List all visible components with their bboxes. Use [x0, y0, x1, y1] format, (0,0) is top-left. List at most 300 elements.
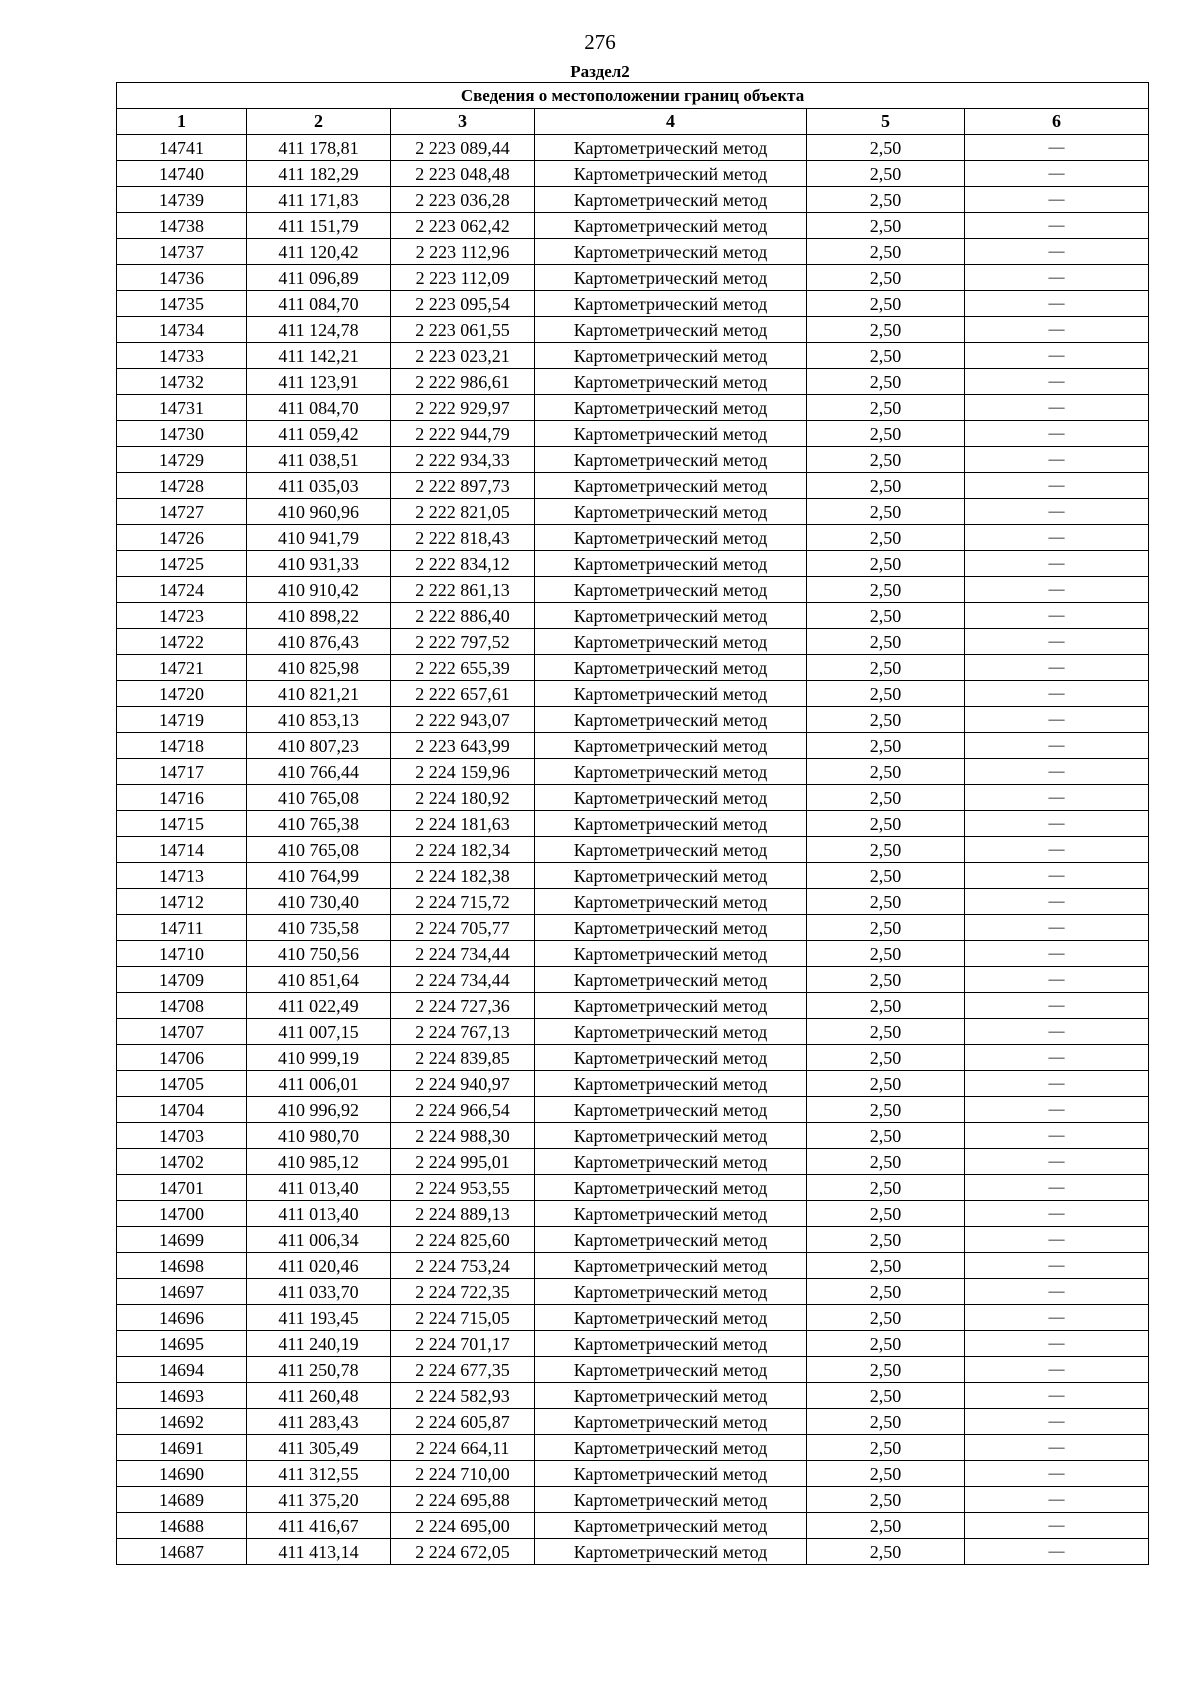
column-header-2: 2	[247, 109, 391, 135]
accuracy-cell: 2,50	[807, 1071, 965, 1097]
point-number-cell: 14719	[117, 707, 247, 733]
table-row	[117, 681, 1149, 707]
method-cell: Картометрический метод	[535, 629, 807, 655]
accuracy-cell: 2,50	[807, 239, 965, 265]
x-coordinate-cell: 411 033,70	[247, 1279, 391, 1305]
accuracy-cell: 2,50	[807, 1409, 965, 1435]
method-cell: Картометрический метод	[535, 265, 807, 291]
table-row	[117, 421, 1149, 447]
y-coordinate-cell: 2 224 722,35	[391, 1279, 535, 1305]
y-coordinate-cell: 2 224 767,13	[391, 1019, 535, 1045]
point-number-cell: 14687	[117, 1539, 247, 1565]
accuracy-cell: 2,50	[807, 577, 965, 603]
description-cell: —	[965, 1331, 1149, 1357]
point-number-cell: 14705	[117, 1071, 247, 1097]
x-coordinate-cell: 410 764,99	[247, 863, 391, 889]
column-header-5: 5	[807, 109, 965, 135]
method-cell: Картометрический метод	[535, 473, 807, 499]
x-coordinate-cell: 411 375,20	[247, 1487, 391, 1513]
table-row	[117, 1071, 1149, 1097]
table-row	[117, 915, 1149, 941]
y-coordinate-cell: 2 222 655,39	[391, 655, 535, 681]
accuracy-cell: 2,50	[807, 915, 965, 941]
point-number-cell: 14735	[117, 291, 247, 317]
page-number: 276	[584, 30, 616, 54]
x-coordinate-cell: 411 013,40	[247, 1201, 391, 1227]
y-coordinate-cell: 2 224 677,35	[391, 1357, 535, 1383]
y-coordinate-cell: 2 222 821,05	[391, 499, 535, 525]
description-cell: —	[965, 525, 1149, 551]
y-coordinate-cell: 2 224 182,34	[391, 837, 535, 863]
description-cell: —	[965, 681, 1149, 707]
table-row	[117, 863, 1149, 889]
point-number-cell: 14706	[117, 1045, 247, 1071]
method-cell: Картометрический метод	[535, 1305, 807, 1331]
table-row	[117, 1539, 1149, 1565]
table-row	[117, 655, 1149, 681]
table-row	[117, 1383, 1149, 1409]
table-row	[117, 1097, 1149, 1123]
x-coordinate-cell: 411 006,01	[247, 1071, 391, 1097]
accuracy-cell: 2,50	[807, 551, 965, 577]
y-coordinate-cell: 2 223 089,44	[391, 135, 535, 161]
x-coordinate-cell: 411 123,91	[247, 369, 391, 395]
accuracy-cell: 2,50	[807, 1227, 965, 1253]
table-row	[117, 759, 1149, 785]
x-coordinate-cell: 410 765,08	[247, 785, 391, 811]
accuracy-cell: 2,50	[807, 889, 965, 915]
accuracy-cell: 2,50	[807, 1123, 965, 1149]
table-row	[117, 161, 1149, 187]
table-row	[117, 1435, 1149, 1461]
method-cell: Картометрический метод	[535, 343, 807, 369]
description-cell: —	[965, 759, 1149, 785]
accuracy-cell: 2,50	[807, 1175, 965, 1201]
point-number-cell: 14718	[117, 733, 247, 759]
accuracy-cell: 2,50	[807, 1461, 965, 1487]
description-cell: —	[965, 1513, 1149, 1539]
x-coordinate-cell: 411 416,67	[247, 1513, 391, 1539]
accuracy-cell: 2,50	[807, 291, 965, 317]
x-coordinate-cell: 410 996,92	[247, 1097, 391, 1123]
accuracy-cell: 2,50	[807, 525, 965, 551]
description-cell: —	[965, 1357, 1149, 1383]
x-coordinate-cell: 410 910,42	[247, 577, 391, 603]
table-row	[117, 1201, 1149, 1227]
method-cell: Картометрический метод	[535, 135, 807, 161]
y-coordinate-cell: 2 224 710,00	[391, 1461, 535, 1487]
point-number-cell: 14736	[117, 265, 247, 291]
point-number-cell: 14721	[117, 655, 247, 681]
method-cell: Картометрический метод	[535, 1357, 807, 1383]
method-cell: Картометрический метод	[535, 889, 807, 915]
table-row	[117, 525, 1149, 551]
accuracy-cell: 2,50	[807, 1097, 965, 1123]
description-cell: —	[965, 1071, 1149, 1097]
table-row	[117, 1227, 1149, 1253]
column-header-4: 4	[535, 109, 807, 135]
point-number-cell: 14711	[117, 915, 247, 941]
point-number-cell: 14722	[117, 629, 247, 655]
description-cell: —	[965, 707, 1149, 733]
method-cell: Картометрический метод	[535, 1227, 807, 1253]
y-coordinate-cell: 2 222 934,33	[391, 447, 535, 473]
x-coordinate-cell: 411 120,42	[247, 239, 391, 265]
x-coordinate-cell: 410 853,13	[247, 707, 391, 733]
point-number-cell: 14708	[117, 993, 247, 1019]
section-title: Раздел2	[570, 62, 630, 81]
table-row	[117, 1513, 1149, 1539]
description-cell: —	[965, 161, 1149, 187]
x-coordinate-cell: 410 766,44	[247, 759, 391, 785]
point-number-cell: 14701	[117, 1175, 247, 1201]
point-number-cell: 14697	[117, 1279, 247, 1305]
table-row	[117, 629, 1149, 655]
point-number-cell: 14689	[117, 1487, 247, 1513]
y-coordinate-cell: 2 224 889,13	[391, 1201, 535, 1227]
description-cell: —	[965, 1123, 1149, 1149]
method-cell: Картометрический метод	[535, 1149, 807, 1175]
accuracy-cell: 2,50	[807, 967, 965, 993]
point-number-cell: 14700	[117, 1201, 247, 1227]
x-coordinate-cell: 411 035,03	[247, 473, 391, 499]
x-coordinate-cell: 411 006,34	[247, 1227, 391, 1253]
point-number-cell: 14715	[117, 811, 247, 837]
y-coordinate-cell: 2 222 861,13	[391, 577, 535, 603]
y-coordinate-cell: 2 222 943,07	[391, 707, 535, 733]
point-number-cell: 14710	[117, 941, 247, 967]
table-row	[117, 499, 1149, 525]
x-coordinate-cell: 411 178,81	[247, 135, 391, 161]
accuracy-cell: 2,50	[807, 681, 965, 707]
point-number-cell: 14693	[117, 1383, 247, 1409]
y-coordinate-cell: 2 224 734,44	[391, 967, 535, 993]
description-cell: —	[965, 1149, 1149, 1175]
accuracy-cell: 2,50	[807, 837, 965, 863]
method-cell: Картометрический метод	[535, 603, 807, 629]
x-coordinate-cell: 411 096,89	[247, 265, 391, 291]
description-cell: —	[965, 1045, 1149, 1071]
point-number-cell: 14733	[117, 343, 247, 369]
accuracy-cell: 2,50	[807, 1513, 965, 1539]
y-coordinate-cell: 2 222 944,79	[391, 421, 535, 447]
y-coordinate-cell: 2 224 953,55	[391, 1175, 535, 1201]
description-cell: —	[965, 421, 1149, 447]
accuracy-cell: 2,50	[807, 343, 965, 369]
x-coordinate-cell: 410 960,96	[247, 499, 391, 525]
method-cell: Картометрический метод	[535, 1513, 807, 1539]
table-row	[117, 213, 1149, 239]
table-caption-row	[117, 83, 1149, 109]
y-coordinate-cell: 2 222 897,73	[391, 473, 535, 499]
x-coordinate-cell: 410 980,70	[247, 1123, 391, 1149]
column-header-1: 1	[117, 109, 247, 135]
method-cell: Картометрический метод	[535, 863, 807, 889]
point-number-cell: 14688	[117, 1513, 247, 1539]
point-number-cell: 14709	[117, 967, 247, 993]
y-coordinate-cell: 2 224 182,38	[391, 863, 535, 889]
description-cell: —	[965, 291, 1149, 317]
table-row	[117, 1175, 1149, 1201]
y-coordinate-cell: 2 224 159,96	[391, 759, 535, 785]
table-row	[117, 1305, 1149, 1331]
description-cell: —	[965, 785, 1149, 811]
y-coordinate-cell: 2 224 181,63	[391, 811, 535, 837]
x-coordinate-cell: 410 825,98	[247, 655, 391, 681]
x-coordinate-cell: 411 142,21	[247, 343, 391, 369]
x-coordinate-cell: 410 999,19	[247, 1045, 391, 1071]
point-number-cell: 14727	[117, 499, 247, 525]
method-cell: Картометрический метод	[535, 239, 807, 265]
description-cell: —	[965, 551, 1149, 577]
table-row	[117, 889, 1149, 915]
x-coordinate-cell: 411 193,45	[247, 1305, 391, 1331]
x-coordinate-cell: 411 151,79	[247, 213, 391, 239]
x-coordinate-cell: 410 851,64	[247, 967, 391, 993]
description-cell: —	[965, 603, 1149, 629]
point-number-cell: 14713	[117, 863, 247, 889]
method-cell: Картометрический метод	[535, 161, 807, 187]
accuracy-cell: 2,50	[807, 369, 965, 395]
method-cell: Картометрический метод	[535, 577, 807, 603]
point-number-cell: 14729	[117, 447, 247, 473]
accuracy-cell: 2,50	[807, 317, 965, 343]
method-cell: Картометрический метод	[535, 1331, 807, 1357]
table-row	[117, 733, 1149, 759]
y-coordinate-cell: 2 222 886,40	[391, 603, 535, 629]
description-cell: —	[965, 1279, 1149, 1305]
table-body	[117, 135, 1149, 1565]
description-cell: —	[965, 473, 1149, 499]
x-coordinate-cell: 410 876,43	[247, 629, 391, 655]
point-number-cell: 14734	[117, 317, 247, 343]
method-cell: Картометрический метод	[535, 1409, 807, 1435]
description-cell: —	[965, 1201, 1149, 1227]
method-cell: Картометрический метод	[535, 941, 807, 967]
method-cell: Картометрический метод	[535, 993, 807, 1019]
description-cell: —	[965, 1227, 1149, 1253]
description-cell: —	[965, 915, 1149, 941]
method-cell: Картометрический метод	[535, 681, 807, 707]
table-row	[117, 447, 1149, 473]
x-coordinate-cell: 410 898,22	[247, 603, 391, 629]
table-row	[117, 265, 1149, 291]
point-number-cell: 14725	[117, 551, 247, 577]
table-row	[117, 1461, 1149, 1487]
y-coordinate-cell: 2 224 715,05	[391, 1305, 535, 1331]
accuracy-cell: 2,50	[807, 1383, 965, 1409]
x-coordinate-cell: 410 730,40	[247, 889, 391, 915]
y-coordinate-cell: 2 224 672,05	[391, 1539, 535, 1565]
method-cell: Картометрический метод	[535, 1175, 807, 1201]
accuracy-cell: 2,50	[807, 265, 965, 291]
description-cell: —	[965, 343, 1149, 369]
method-cell: Картометрический метод	[535, 1201, 807, 1227]
accuracy-cell: 2,50	[807, 941, 965, 967]
y-coordinate-cell: 2 223 643,99	[391, 733, 535, 759]
point-number-cell: 14694	[117, 1357, 247, 1383]
description-cell: —	[965, 577, 1149, 603]
point-number-cell: 14741	[117, 135, 247, 161]
y-coordinate-cell: 2 222 834,12	[391, 551, 535, 577]
accuracy-cell: 2,50	[807, 1149, 965, 1175]
method-cell: Картометрический метод	[535, 395, 807, 421]
accuracy-cell: 2,50	[807, 759, 965, 785]
point-number-cell: 14732	[117, 369, 247, 395]
description-cell: —	[965, 1383, 1149, 1409]
x-coordinate-cell: 411 305,49	[247, 1435, 391, 1461]
description-cell: —	[965, 811, 1149, 837]
coordinates-table	[116, 82, 1149, 1565]
description-cell: —	[965, 213, 1149, 239]
method-cell: Картометрический метод	[535, 1071, 807, 1097]
y-coordinate-cell: 2 224 705,77	[391, 915, 535, 941]
y-coordinate-cell: 2 223 112,96	[391, 239, 535, 265]
description-cell: —	[965, 239, 1149, 265]
method-cell: Картометрический метод	[535, 1383, 807, 1409]
method-cell: Картометрический метод	[535, 1461, 807, 1487]
accuracy-cell: 2,50	[807, 811, 965, 837]
x-coordinate-cell: 411 250,78	[247, 1357, 391, 1383]
table-row	[117, 395, 1149, 421]
method-cell: Картометрический метод	[535, 187, 807, 213]
point-number-cell: 14707	[117, 1019, 247, 1045]
accuracy-cell: 2,50	[807, 707, 965, 733]
table-row	[117, 291, 1149, 317]
method-cell: Картометрический метод	[535, 915, 807, 941]
column-header-6: 6	[965, 109, 1149, 135]
point-number-cell: 14740	[117, 161, 247, 187]
description-cell: —	[965, 655, 1149, 681]
y-coordinate-cell: 2 223 061,55	[391, 317, 535, 343]
method-cell: Картометрический метод	[535, 1019, 807, 1045]
description-cell: —	[965, 863, 1149, 889]
x-coordinate-cell: 411 007,15	[247, 1019, 391, 1045]
point-number-cell: 14703	[117, 1123, 247, 1149]
description-cell: —	[965, 265, 1149, 291]
description-cell: —	[965, 1435, 1149, 1461]
description-cell: —	[965, 369, 1149, 395]
x-coordinate-cell: 410 765,38	[247, 811, 391, 837]
accuracy-cell: 2,50	[807, 1357, 965, 1383]
y-coordinate-cell: 2 224 582,93	[391, 1383, 535, 1409]
point-number-cell: 14739	[117, 187, 247, 213]
table-row	[117, 603, 1149, 629]
accuracy-cell: 2,50	[807, 499, 965, 525]
y-coordinate-cell: 2 224 727,36	[391, 993, 535, 1019]
table-row	[117, 993, 1149, 1019]
table-row	[117, 1279, 1149, 1305]
point-number-cell: 14704	[117, 1097, 247, 1123]
table-row	[117, 135, 1149, 161]
method-cell: Картометрический метод	[535, 499, 807, 525]
x-coordinate-cell: 411 283,43	[247, 1409, 391, 1435]
y-coordinate-cell: 2 224 825,60	[391, 1227, 535, 1253]
x-coordinate-cell: 411 260,48	[247, 1383, 391, 1409]
x-coordinate-cell: 411 084,70	[247, 291, 391, 317]
point-number-cell: 14695	[117, 1331, 247, 1357]
point-number-cell: 14728	[117, 473, 247, 499]
y-coordinate-cell: 2 224 966,54	[391, 1097, 535, 1123]
point-number-cell: 14692	[117, 1409, 247, 1435]
accuracy-cell: 2,50	[807, 1019, 965, 1045]
y-coordinate-cell: 2 224 734,44	[391, 941, 535, 967]
description-cell: —	[965, 889, 1149, 915]
accuracy-cell: 2,50	[807, 1435, 965, 1461]
y-coordinate-cell: 2 223 112,09	[391, 265, 535, 291]
y-coordinate-cell: 2 224 605,87	[391, 1409, 535, 1435]
point-number-cell: 14702	[117, 1149, 247, 1175]
method-cell: Картометрический метод	[535, 1097, 807, 1123]
accuracy-cell: 2,50	[807, 421, 965, 447]
y-coordinate-cell: 2 222 657,61	[391, 681, 535, 707]
accuracy-cell: 2,50	[807, 213, 965, 239]
table-row	[117, 837, 1149, 863]
table-row	[117, 187, 1149, 213]
description-cell: —	[965, 837, 1149, 863]
accuracy-cell: 2,50	[807, 187, 965, 213]
y-coordinate-cell: 2 224 695,00	[391, 1513, 535, 1539]
x-coordinate-cell: 411 038,51	[247, 447, 391, 473]
y-coordinate-cell: 2 224 940,97	[391, 1071, 535, 1097]
description-cell: —	[965, 1097, 1149, 1123]
description-cell: —	[965, 1175, 1149, 1201]
table-row	[117, 941, 1149, 967]
y-coordinate-cell: 2 224 715,72	[391, 889, 535, 915]
point-number-cell: 14720	[117, 681, 247, 707]
accuracy-cell: 2,50	[807, 603, 965, 629]
x-coordinate-cell: 411 182,29	[247, 161, 391, 187]
accuracy-cell: 2,50	[807, 473, 965, 499]
x-coordinate-cell: 410 807,23	[247, 733, 391, 759]
accuracy-cell: 2,50	[807, 1279, 965, 1305]
point-number-cell: 14712	[117, 889, 247, 915]
accuracy-cell: 2,50	[807, 863, 965, 889]
accuracy-cell: 2,50	[807, 1305, 965, 1331]
table-row	[117, 1331, 1149, 1357]
x-coordinate-cell: 411 022,49	[247, 993, 391, 1019]
accuracy-cell: 2,50	[807, 1201, 965, 1227]
description-cell: —	[965, 1487, 1149, 1513]
y-coordinate-cell: 2 223 023,21	[391, 343, 535, 369]
method-cell: Картометрический метод	[535, 1045, 807, 1071]
method-cell: Картометрический метод	[535, 1487, 807, 1513]
description-cell: —	[965, 967, 1149, 993]
x-coordinate-cell: 411 124,78	[247, 317, 391, 343]
description-cell: —	[965, 187, 1149, 213]
point-number-cell: 14731	[117, 395, 247, 421]
table-row	[117, 317, 1149, 343]
method-cell: Картометрический метод	[535, 369, 807, 395]
description-cell: —	[965, 447, 1149, 473]
y-coordinate-cell: 2 224 753,24	[391, 1253, 535, 1279]
method-cell: Картометрический метод	[535, 525, 807, 551]
x-coordinate-cell: 411 059,42	[247, 421, 391, 447]
accuracy-cell: 2,50	[807, 1539, 965, 1565]
x-coordinate-cell: 411 013,40	[247, 1175, 391, 1201]
description-cell: —	[965, 1409, 1149, 1435]
x-coordinate-cell: 410 735,58	[247, 915, 391, 941]
accuracy-cell: 2,50	[807, 785, 965, 811]
table-row	[117, 369, 1149, 395]
accuracy-cell: 2,50	[807, 629, 965, 655]
method-cell: Картометрический метод	[535, 317, 807, 343]
accuracy-cell: 2,50	[807, 161, 965, 187]
description-cell: —	[965, 499, 1149, 525]
point-number-cell: 14698	[117, 1253, 247, 1279]
y-coordinate-cell: 2 223 048,48	[391, 161, 535, 187]
table-row	[117, 1253, 1149, 1279]
